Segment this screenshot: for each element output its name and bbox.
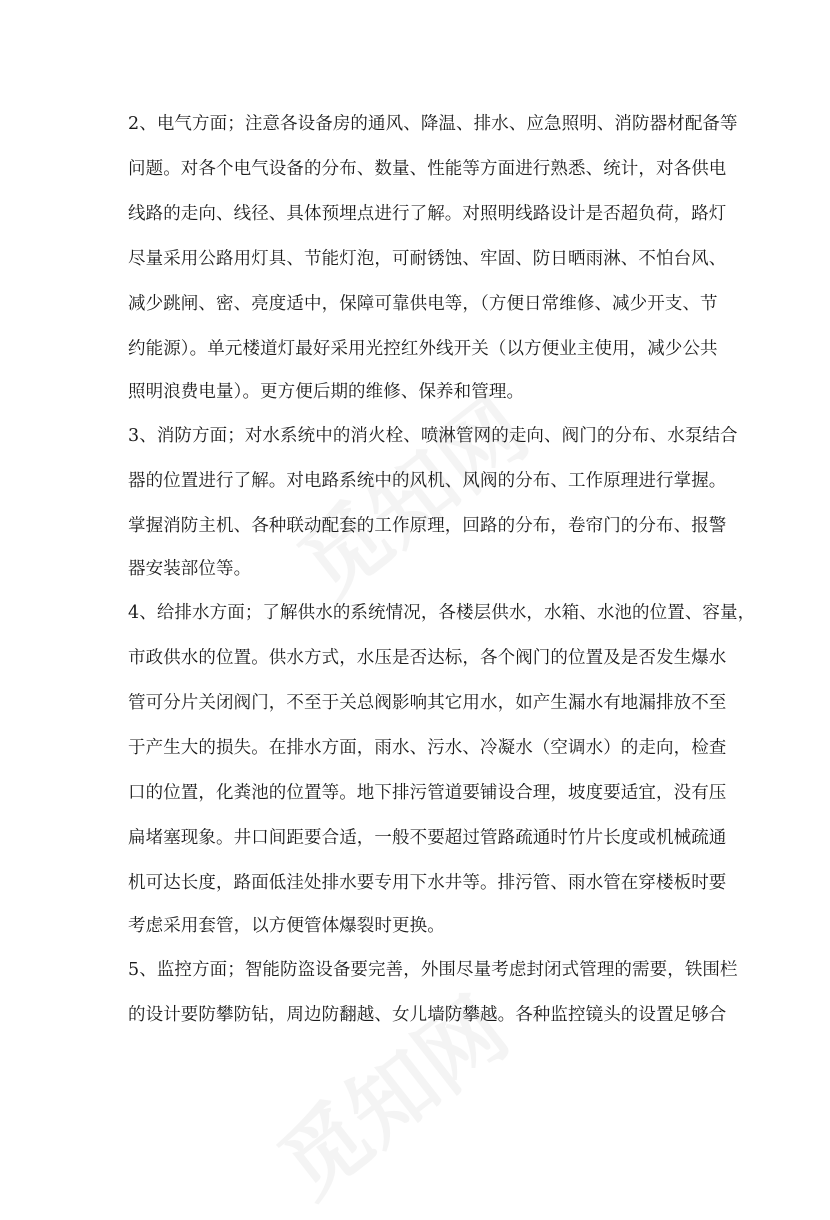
text-line: 问题。对各个电气设备的分布、数量、性能等方面进行熟悉、统计，对各供电	[128, 159, 727, 179]
text-line: 机可达长度，路面低洼处排水要专用下水井等。排污管、雨水管在穿楼板时要	[128, 873, 727, 893]
text-line: 器的位置进行了解。对电路系统中的风机、风阀的分布、工作原理进行掌握。	[128, 471, 727, 491]
text-line: 4、给排水方面；了解供水的系统情况，各楼层供水，水箱、水池的位置、容量，	[128, 603, 756, 623]
text-line: 口的位置，化粪池的位置等。地下排污管道要铺设合理，坡度要适宜，没有压	[128, 783, 727, 803]
text-line: 尽量采用公路用灯具、节能灯泡，可耐锈蚀、牢固、防日晒雨淋、不怕台风、	[128, 249, 727, 269]
text-line: 扁堵塞现象。井口间距要合适，一般不要超过管路疏通时竹片长度或机械疏通	[128, 828, 727, 848]
text-line: 3、消防方面；对水系统中的消火栓、喷淋管网的走向、阀门的分布、水泵结合	[128, 426, 738, 446]
text-line: 照明浪费电量）。更方便后期的维修、保养和管理。	[128, 382, 525, 402]
text-line: 5、监控方面；智能防盗设备要完善，外围尽量考虑封闭式管理的需要，铁围栏	[128, 960, 738, 980]
text-line: 考虑采用套管，以方便管体爆裂时更换。	[128, 916, 445, 936]
text-line: 管可分片关闭阀门，不至于关总阀影响其它用水，如产生漏水有地漏排放不至	[128, 693, 727, 713]
text-line: 约能源）。单元楼道灯最好采用光控红外线开关（以方便业主使用，减少公共	[128, 339, 718, 359]
text-line: 的设计要防攀防钻，周边防翻越、女儿墙防攀越。各种监控镜头的设置足够合	[128, 1005, 727, 1025]
text-line: 2、电气方面；注意各设备房的通风、降温、排水、应急照明、消防器材配备等	[128, 114, 738, 134]
watermark-text-bottom	[249, 964, 529, 1220]
text-line: 线路的走向、线径、具体预埋点进行了解。对照明线路设计是否超负荷，路灯	[128, 204, 727, 224]
text-line: 于产生大的损失。在排水方面，雨水、污水、冷凝水（空调水）的走向，检查	[128, 738, 727, 758]
text-line: 减少跳闸、密、亮度适中，保障可靠供电等，（方便日常维修、减少开支、节	[128, 294, 718, 314]
text-line: 掌握消防主机、各种联动配套的工作原理，回路的分布，卷帘门的分布、报警	[128, 516, 727, 536]
text-line: 器安装部位等。	[128, 559, 252, 579]
text-line: 市政供水的位置。供水方式，水压是否达标，各个阀门的位置及是否发生爆水	[128, 648, 727, 668]
